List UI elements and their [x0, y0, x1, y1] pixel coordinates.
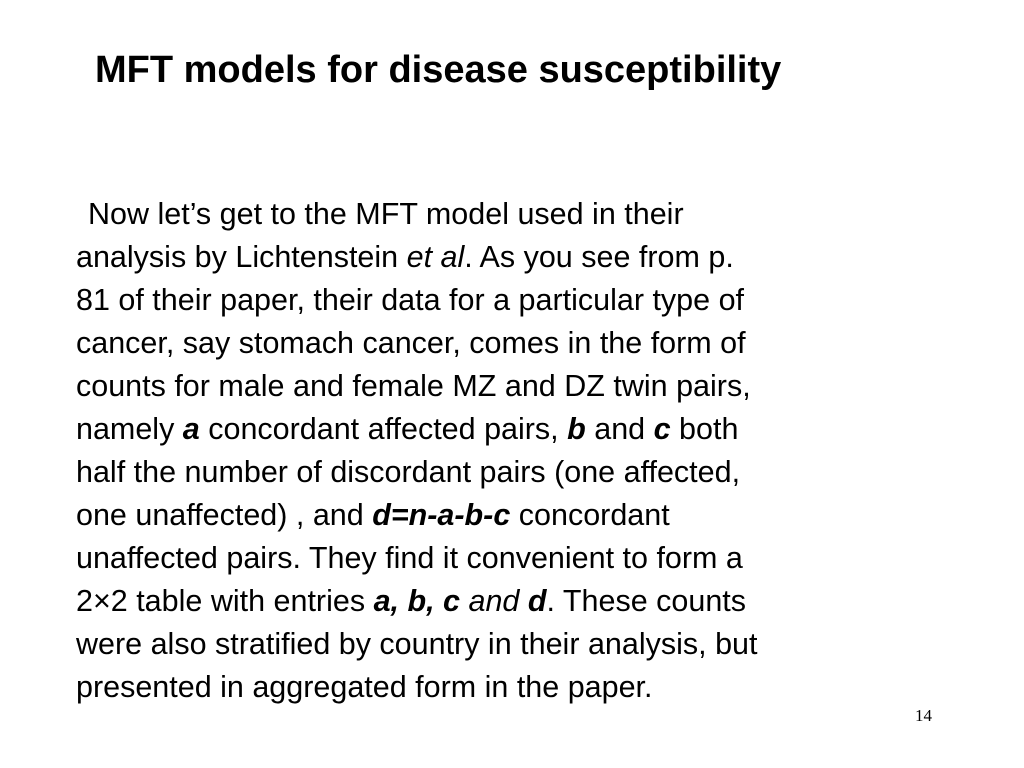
- text-run: and: [585, 412, 654, 446]
- paragraph-line: [76, 365, 976, 408]
- text-run: 81 of their paper, their data for a particular type of: [76, 283, 745, 317]
- paragraph-line: [76, 451, 976, 494]
- text-run: unaffected pairs. They find it convenient to form a: [76, 541, 743, 575]
- text-run: were also stratified by country in their analysis, but: [76, 627, 758, 661]
- text-run: both: [670, 412, 739, 446]
- paragraph-line: [76, 236, 976, 279]
- paragraph-line: [76, 623, 976, 666]
- variable-c: c: [653, 412, 671, 446]
- text-run: half the number of discordant pairs (one affected,: [76, 455, 741, 489]
- variable-b: b: [567, 412, 586, 446]
- text-run: counts for male and female MZ and DZ twin pairs,: [76, 369, 751, 403]
- text-run: . These counts: [546, 584, 747, 618]
- text-run: one unaffected) , and: [76, 498, 373, 532]
- italic-et-al: et al: [406, 240, 465, 274]
- text-run: presented in aggregated form in the paper.: [76, 670, 653, 704]
- slide-title: MFT models for disease susceptibility: [95, 49, 782, 91]
- text-run: Now let’s get to the MFT model used in their: [88, 197, 684, 231]
- paragraph-line: [76, 193, 976, 236]
- text-run: concordant affected pairs,: [199, 412, 568, 446]
- text-run: cancer, say stomach cancer, comes in the form of: [76, 326, 746, 360]
- page-number: 14: [915, 706, 932, 725]
- variable-d: d: [527, 584, 547, 618]
- text-run: analysis by Lichtenstein: [76, 240, 407, 274]
- paragraph-line: [76, 279, 976, 322]
- paragraph-line: [76, 580, 976, 623]
- text-run: concordant: [510, 498, 670, 532]
- paragraph-line: [76, 322, 976, 365]
- variable-a: a: [182, 412, 200, 446]
- paragraph-line: [76, 666, 976, 709]
- variables-abc: a, b, c: [373, 584, 461, 618]
- paragraph-line: [76, 494, 976, 537]
- paragraph-line: [76, 537, 976, 580]
- text-run: 2×2 table with entries: [76, 584, 374, 618]
- italic-and: and: [460, 584, 528, 618]
- paragraph-line: [76, 408, 976, 451]
- text-run: namely: [76, 412, 183, 446]
- text-run: . As you see from p.: [464, 240, 734, 274]
- formula-d: d=n-a-b-c: [372, 498, 511, 532]
- body-paragraph: [76, 193, 976, 709]
